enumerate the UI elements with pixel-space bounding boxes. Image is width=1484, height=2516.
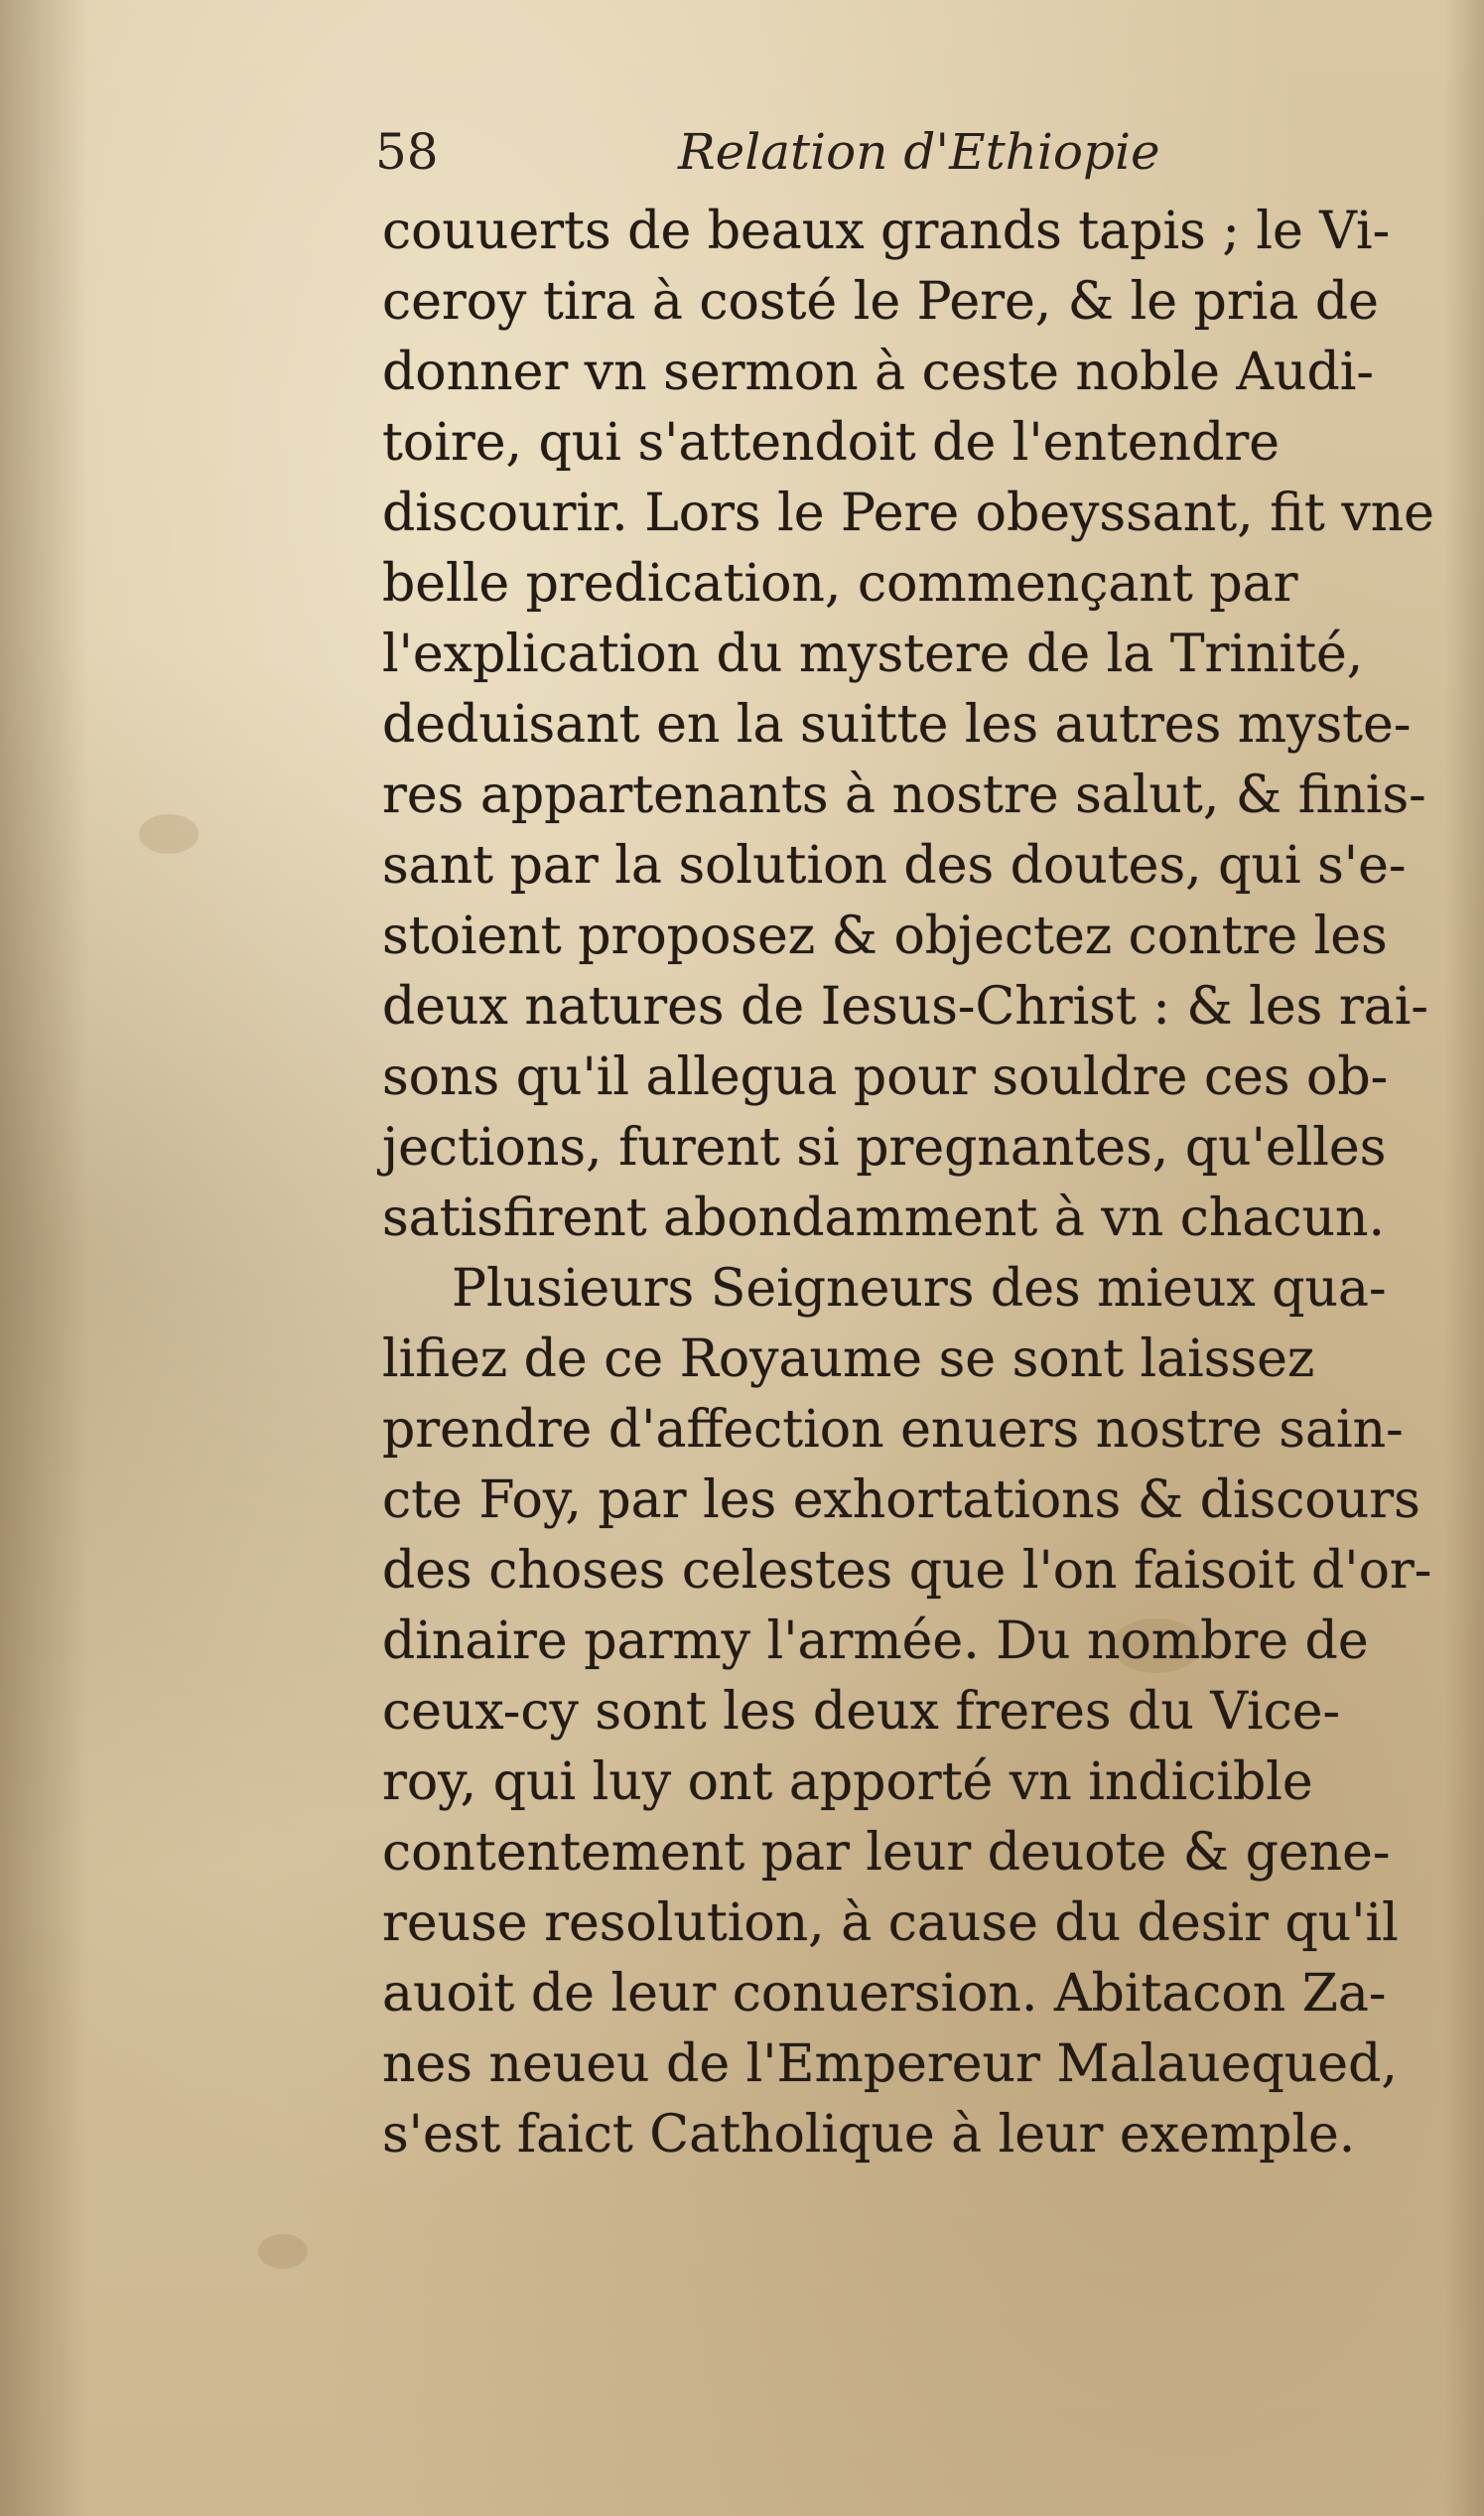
- running-title: Relation d'Ethiopie: [678, 123, 1160, 181]
- text-line: auoit de leur conuersion. Abitacon Za-: [382, 1964, 1387, 2024]
- text-line: l'explication du mystere de la Trinité,: [382, 625, 1364, 684]
- foxing-spot: [258, 2234, 308, 2269]
- paragraph-first-line: Plusieurs Seigneurs des mieux qua-: [452, 1259, 1387, 1319]
- text-line: satisfirent abondamment à vn chacun.: [382, 1188, 1385, 1248]
- text-line: lifiez de ce Royaume se sont laissez: [382, 1329, 1315, 1389]
- text-line: sant par la solution des doutes, qui s'e-: [382, 836, 1407, 896]
- text-line: toire, qui s'attendoit de l'entendre: [382, 413, 1281, 473]
- page-number: 58: [375, 123, 439, 181]
- text-line: cte Foy, par les exhortations & discours: [382, 1470, 1420, 1530]
- text-line: reuse resolution, à cause du desir qu'il: [382, 1893, 1399, 1953]
- text-line: res appartenants à nostre salut, & finis-: [382, 766, 1426, 825]
- text-line: s'est faict Catholique à leur exemple.: [382, 2105, 1356, 2165]
- gutter-shadow: [0, 0, 89, 2516]
- text-line: contentement par leur deuote & gene-: [382, 1823, 1391, 1883]
- page-header: [375, 117, 1368, 187]
- text-line: roy, qui luy ont apporté vn indicible: [382, 1752, 1313, 1812]
- text-line: belle predication, commençant par: [382, 554, 1298, 614]
- text-line: couuerts de beaux grands tapis ; le Vi-: [382, 202, 1391, 261]
- text-line: donner vn sermon à ceste noble Audi-: [382, 343, 1374, 402]
- text-line: prendre d'affection enuers nostre sain-: [382, 1400, 1404, 1460]
- text-line: stoient proposez & objectez contre les: [382, 907, 1388, 966]
- text-line: deduisant en la suitte les autres myste-: [382, 695, 1412, 755]
- text-line: dinaire parmy l'armée. Du nombre de: [382, 1611, 1369, 1671]
- text-line: ceux-cy sont les deux freres du Vice-: [382, 1682, 1341, 1742]
- text-line: discourir. Lors le Pere obeyssant, fit vne: [382, 484, 1434, 543]
- foxing-spot: [139, 814, 199, 854]
- text-line: nes neueu de l'Empereur Malauequed,: [382, 2034, 1398, 2094]
- text-line: sons qu'il allegua pour souldre ces ob-: [382, 1048, 1389, 1107]
- text-line: ceroy tira à costé le Pere, & le pria de: [382, 272, 1379, 332]
- text-line: jections, furent si pregnantes, qu'elles: [382, 1118, 1387, 1178]
- text-line: des choses celestes que l'on faisoit d'or-: [382, 1541, 1432, 1601]
- body-text: [382, 197, 1474, 2170]
- text-line: deux natures de Iesus-Christ : & les rai-: [382, 977, 1428, 1037]
